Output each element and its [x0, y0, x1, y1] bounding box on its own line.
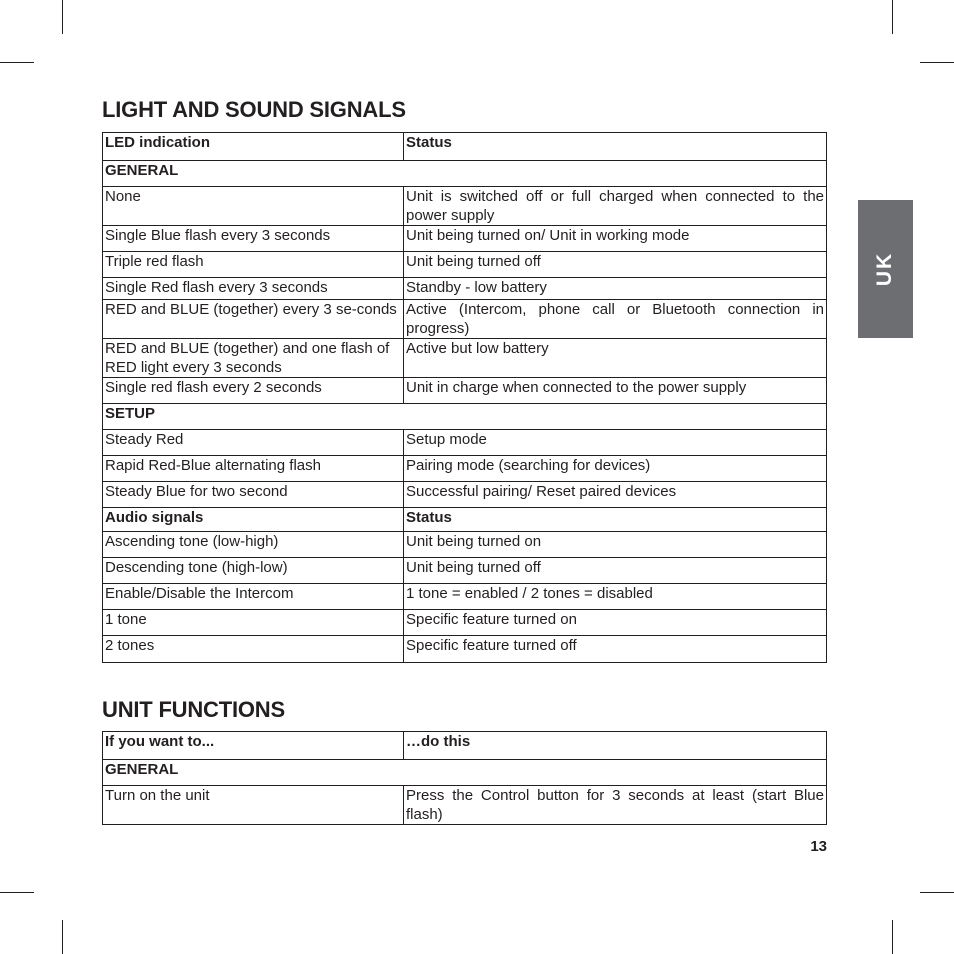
- table-row: [103, 300, 827, 339]
- signal-cell: Triple red flash: [103, 252, 404, 278]
- status-cell: Standby - low battery: [404, 278, 827, 300]
- group-label-general: GENERAL: [103, 760, 827, 786]
- header-led-indication: LED indication: [103, 133, 404, 161]
- status-cell: Unit being turned off: [404, 558, 827, 584]
- crop-mark: [0, 62, 34, 63]
- status-cell: Active (Intercom, phone call or Bluetooth connection in progress): [404, 300, 827, 339]
- signal-cell: None: [103, 187, 404, 226]
- table-header-row: [103, 732, 827, 760]
- header-audio-status: Status: [404, 508, 827, 532]
- audio-header-row: [103, 508, 827, 532]
- group-row-setup: [103, 404, 827, 430]
- status-cell: 1 tone = enabled / 2 tones = disabled: [404, 584, 827, 610]
- signal-cell: RED and BLUE (together) and one flash of RED light every 3 seconds: [103, 339, 404, 378]
- signal-cell: Single red flash every 2 seconds: [103, 378, 404, 404]
- group-row-general: [103, 760, 827, 786]
- crop-mark: [892, 920, 893, 954]
- status-cell: Unit being turned on: [404, 532, 827, 558]
- header-do-this: …do this: [404, 732, 827, 760]
- status-cell: Unit being turned on/ Unit in working mode: [404, 226, 827, 252]
- table-row: [103, 339, 827, 378]
- table-row: [103, 378, 827, 404]
- table-row: [103, 187, 827, 226]
- status-cell: Successful pairing/ Reset paired devices: [404, 482, 827, 508]
- crop-mark: [920, 62, 954, 63]
- instruction-cell: Press the Control button for 3 seconds at least (start Blue flash): [404, 786, 827, 825]
- status-cell: Active but low battery: [404, 339, 827, 378]
- table-row: [103, 456, 827, 482]
- group-row-general: [103, 161, 827, 187]
- status-cell: Unit being turned off: [404, 252, 827, 278]
- page-number: 13: [810, 838, 827, 855]
- crop-mark: [892, 0, 893, 34]
- crop-mark: [62, 0, 63, 34]
- table-row: [103, 278, 827, 300]
- signal-cell: Steady Red: [103, 430, 404, 456]
- light-sound-signals-table: [102, 132, 827, 663]
- table-row: [103, 610, 827, 636]
- table-row: [103, 786, 827, 825]
- signal-cell: Single Red flash every 3 seconds: [103, 278, 404, 300]
- table-row: [103, 558, 827, 584]
- language-tab-label: UK: [873, 251, 897, 287]
- status-cell: Unit is switched off or full charged when connected to the power supply: [404, 187, 827, 226]
- table-row: [103, 482, 827, 508]
- action-cell: Turn on the unit: [103, 786, 404, 825]
- status-cell: Setup mode: [404, 430, 827, 456]
- signal-cell: Ascending tone (low-high): [103, 532, 404, 558]
- status-cell: Specific feature turned on: [404, 610, 827, 636]
- header-status: Status: [404, 133, 827, 161]
- status-cell: Specific feature turned off: [404, 636, 827, 663]
- section-title-unit-functions: UNIT FUNCTIONS: [102, 697, 285, 722]
- language-tab: [858, 200, 913, 338]
- signal-cell: 2 tones: [103, 636, 404, 663]
- header-audio-signals: Audio signals: [103, 508, 404, 532]
- table-row: [103, 636, 827, 663]
- table-row: [103, 430, 827, 456]
- signal-cell: RED and BLUE (together) every 3 se-conds: [103, 300, 404, 339]
- group-label-setup: SETUP: [103, 404, 827, 430]
- table-header-row: [103, 133, 827, 161]
- crop-mark: [0, 892, 34, 893]
- table-row: [103, 584, 827, 610]
- group-label-general: GENERAL: [103, 161, 827, 187]
- signal-cell: Steady Blue for two second: [103, 482, 404, 508]
- signal-cell: Single Blue flash every 3 seconds: [103, 226, 404, 252]
- crop-mark: [62, 920, 63, 954]
- unit-functions-table: [102, 731, 827, 825]
- status-cell: Unit in charge when connected to the power supply: [404, 378, 827, 404]
- table-row: [103, 252, 827, 278]
- signal-cell: Enable/Disable the Intercom: [103, 584, 404, 610]
- crop-mark: [920, 892, 954, 893]
- signal-cell: 1 tone: [103, 610, 404, 636]
- header-if-you-want-to: If you want to...: [103, 732, 404, 760]
- signal-cell: Rapid Red-Blue alternating flash: [103, 456, 404, 482]
- section-title-light-sound-signals: LIGHT AND SOUND SIGNALS: [102, 97, 406, 122]
- signal-cell: Descending tone (high-low): [103, 558, 404, 584]
- table-row: [103, 226, 827, 252]
- status-cell: Pairing mode (searching for devices): [404, 456, 827, 482]
- table-row: [103, 532, 827, 558]
